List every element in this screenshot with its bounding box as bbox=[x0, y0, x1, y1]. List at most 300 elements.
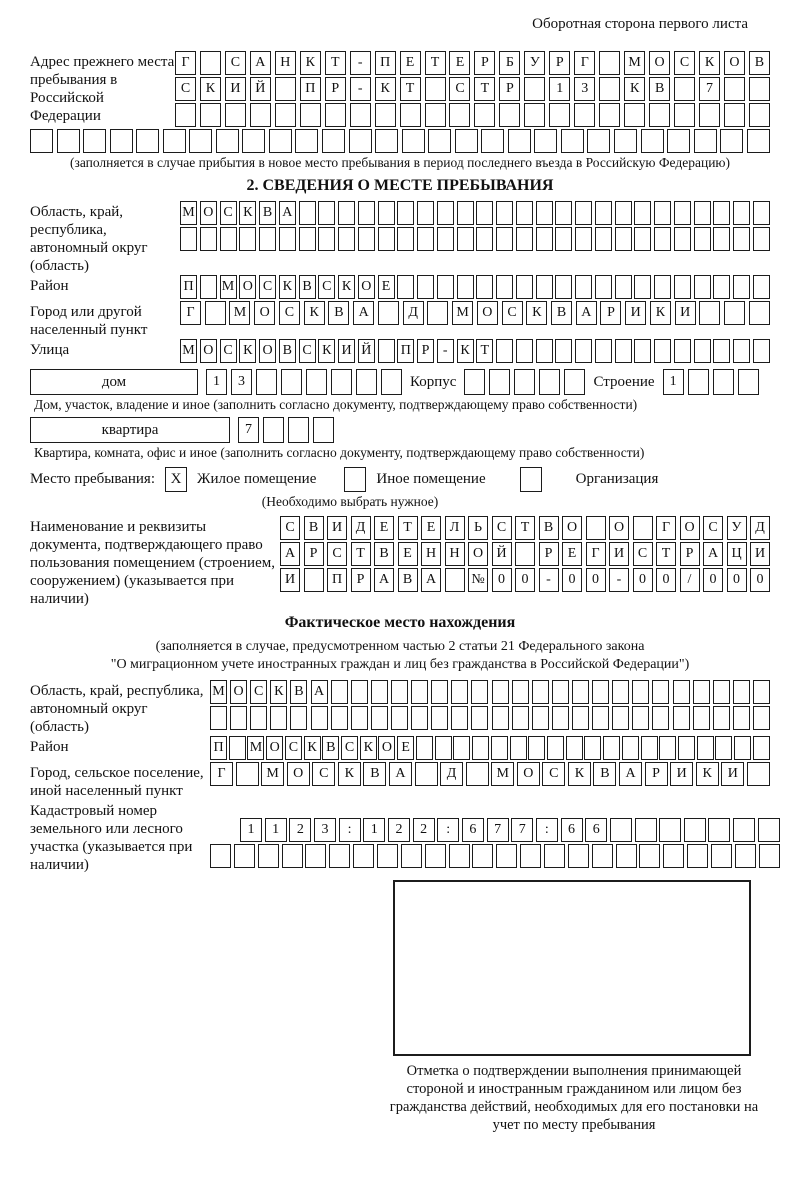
char-box: - bbox=[539, 568, 559, 592]
char-box: К bbox=[699, 51, 720, 75]
checkbox-organizatsiya bbox=[520, 467, 542, 492]
char-box bbox=[306, 369, 327, 395]
char-box: С bbox=[250, 680, 267, 704]
char-box bbox=[457, 275, 474, 299]
cadastral-row-1 bbox=[240, 818, 780, 842]
char-box: - bbox=[350, 77, 371, 101]
char-box: Т bbox=[351, 542, 371, 566]
char-box: 1 bbox=[363, 818, 385, 842]
char-box bbox=[747, 129, 770, 153]
char-box: А bbox=[576, 301, 597, 325]
char-box: 1 bbox=[549, 77, 570, 101]
char-box bbox=[449, 844, 470, 868]
char-box: В bbox=[322, 736, 339, 760]
char-box: С bbox=[703, 516, 723, 540]
char-box bbox=[305, 844, 326, 868]
char-box: Й bbox=[250, 77, 271, 101]
cadastral-field bbox=[30, 800, 770, 874]
char-box bbox=[610, 818, 632, 842]
house-caption: Дом, участок, владение и иное (заполнить согласно документу, подтверждающему право собственности) bbox=[34, 397, 638, 412]
char-box bbox=[496, 339, 513, 363]
actual-district-field bbox=[30, 736, 770, 762]
char-box bbox=[634, 201, 651, 225]
char-box bbox=[329, 844, 350, 868]
char-box: У bbox=[524, 51, 545, 75]
char-box bbox=[200, 51, 221, 75]
street-field bbox=[30, 339, 770, 365]
char-box bbox=[295, 129, 318, 153]
char-box: И bbox=[750, 542, 770, 566]
char-box bbox=[624, 103, 645, 127]
char-box: В bbox=[649, 77, 670, 101]
char-box: 6 bbox=[462, 818, 484, 842]
char-box bbox=[574, 103, 595, 127]
char-box bbox=[496, 227, 513, 251]
char-box: О bbox=[562, 516, 582, 540]
char-box: П bbox=[180, 275, 197, 299]
stroenie-label: Строение bbox=[593, 373, 655, 390]
char-box bbox=[724, 77, 745, 101]
char-box bbox=[236, 762, 259, 786]
char-box: 3 bbox=[574, 77, 595, 101]
char-box: Л bbox=[445, 516, 465, 540]
char-box: О bbox=[200, 339, 217, 363]
char-box bbox=[425, 77, 446, 101]
char-box bbox=[234, 844, 255, 868]
char-box: Р bbox=[645, 762, 668, 786]
char-box: : bbox=[339, 818, 361, 842]
char-box bbox=[753, 227, 770, 251]
char-box: 0 bbox=[515, 568, 535, 592]
house-row bbox=[30, 369, 770, 395]
char-box: Е bbox=[421, 516, 441, 540]
char-box bbox=[544, 844, 565, 868]
char-box: К bbox=[696, 762, 719, 786]
char-box bbox=[216, 129, 239, 153]
char-box bbox=[673, 680, 690, 704]
char-box bbox=[599, 77, 620, 101]
char-box bbox=[451, 706, 468, 730]
actual-region-row-2 bbox=[210, 706, 770, 730]
document-field bbox=[30, 516, 770, 608]
char-box bbox=[572, 706, 589, 730]
district-row bbox=[180, 275, 770, 299]
header-note: Оборотная сторона первого листа bbox=[532, 16, 748, 32]
char-box bbox=[401, 844, 422, 868]
char-box bbox=[528, 736, 545, 760]
char-box bbox=[331, 369, 352, 395]
char-box bbox=[425, 103, 446, 127]
document-label: Наименование и реквизиты документа, подтверждающего право пользования помещением (строением, сооружением) (указывается при наличии) bbox=[30, 519, 275, 607]
char-box bbox=[749, 77, 770, 101]
char-box bbox=[520, 844, 541, 868]
char-box bbox=[472, 736, 489, 760]
option-zhiloe-label: Жилое помещение bbox=[197, 471, 317, 487]
char-box bbox=[595, 201, 612, 225]
char-box bbox=[378, 339, 395, 363]
char-box: Р bbox=[304, 542, 324, 566]
char-box: Г bbox=[210, 762, 233, 786]
char-box bbox=[659, 736, 676, 760]
char-box: 7 bbox=[699, 77, 720, 101]
char-box bbox=[350, 103, 371, 127]
char-box bbox=[713, 227, 730, 251]
char-box bbox=[318, 201, 335, 225]
char-box: С bbox=[318, 275, 335, 299]
char-box bbox=[331, 680, 348, 704]
char-box: 3 bbox=[314, 818, 336, 842]
char-box bbox=[733, 818, 755, 842]
district-label: Район bbox=[30, 278, 69, 294]
char-box bbox=[687, 844, 708, 868]
char-box bbox=[635, 818, 657, 842]
char-box: А bbox=[353, 301, 374, 325]
char-box: Д bbox=[403, 301, 424, 325]
street-label: Улица bbox=[30, 342, 70, 358]
char-box bbox=[453, 736, 470, 760]
char-box: С bbox=[633, 542, 653, 566]
char-box bbox=[417, 201, 434, 225]
char-box bbox=[516, 227, 533, 251]
char-box bbox=[358, 227, 375, 251]
char-box bbox=[639, 844, 660, 868]
char-box bbox=[552, 680, 569, 704]
char-box: : bbox=[437, 818, 459, 842]
char-box bbox=[510, 736, 527, 760]
char-box bbox=[758, 818, 780, 842]
char-box bbox=[595, 339, 612, 363]
char-box: О bbox=[266, 736, 283, 760]
char-box: Е bbox=[398, 542, 418, 566]
char-box: А bbox=[250, 51, 271, 75]
char-box: Й bbox=[492, 542, 512, 566]
char-box bbox=[697, 736, 714, 760]
char-box: 1 bbox=[240, 818, 262, 842]
char-box bbox=[733, 706, 750, 730]
prev-address-caption: (заполняется в случае прибытия в новое место пребывания в период последнего въезда в Российскую Федерацию) bbox=[69, 155, 731, 170]
char-box: К bbox=[304, 301, 325, 325]
char-box bbox=[491, 736, 508, 760]
char-box: О bbox=[378, 736, 395, 760]
char-box: 2 bbox=[388, 818, 410, 842]
actual-region-row-1 bbox=[210, 680, 770, 704]
char-box bbox=[415, 762, 438, 786]
char-box: П bbox=[210, 736, 227, 760]
char-box bbox=[734, 736, 751, 760]
char-box bbox=[299, 227, 316, 251]
stroenie-cells bbox=[663, 369, 759, 395]
char-box: О bbox=[230, 680, 247, 704]
char-box bbox=[464, 369, 485, 395]
char-box bbox=[733, 339, 750, 363]
char-box bbox=[688, 369, 709, 395]
char-box bbox=[516, 275, 533, 299]
char-box bbox=[449, 103, 470, 127]
char-box bbox=[239, 227, 256, 251]
char-box bbox=[536, 227, 553, 251]
char-box bbox=[282, 844, 303, 868]
char-box: К bbox=[375, 77, 396, 101]
char-box: С bbox=[299, 339, 316, 363]
char-box bbox=[566, 736, 583, 760]
char-box bbox=[417, 275, 434, 299]
city-label: Город или другой населенный пункт bbox=[30, 304, 148, 338]
street-row bbox=[180, 339, 770, 363]
char-box: Е bbox=[562, 542, 582, 566]
char-box: М bbox=[229, 301, 250, 325]
char-box: Т bbox=[398, 516, 418, 540]
char-box bbox=[575, 275, 592, 299]
char-box: В bbox=[374, 542, 394, 566]
char-box: 7 bbox=[238, 417, 259, 443]
char-box bbox=[524, 77, 545, 101]
char-box bbox=[659, 818, 681, 842]
region-row-1 bbox=[180, 201, 770, 225]
char-box: С bbox=[341, 736, 358, 760]
char-box bbox=[759, 844, 780, 868]
char-box bbox=[492, 706, 509, 730]
char-box: К bbox=[304, 736, 321, 760]
apartment-type-box: квартира bbox=[30, 417, 230, 443]
char-box bbox=[397, 275, 414, 299]
char-box bbox=[584, 736, 601, 760]
char-box bbox=[290, 706, 307, 730]
char-box: Г bbox=[656, 516, 676, 540]
char-box: 0 bbox=[703, 568, 723, 592]
char-box: Н bbox=[421, 542, 441, 566]
char-box: Д bbox=[440, 762, 463, 786]
korpus-cells bbox=[464, 369, 585, 395]
char-box: А bbox=[311, 680, 328, 704]
char-box bbox=[694, 275, 711, 299]
char-box: М bbox=[452, 301, 473, 325]
char-box: М bbox=[180, 339, 197, 363]
char-box bbox=[416, 736, 433, 760]
char-box bbox=[270, 706, 287, 730]
char-box bbox=[476, 275, 493, 299]
char-box bbox=[733, 201, 750, 225]
char-box bbox=[417, 227, 434, 251]
char-box bbox=[391, 706, 408, 730]
char-box: С bbox=[279, 301, 300, 325]
city-row bbox=[180, 301, 770, 325]
char-box bbox=[331, 706, 348, 730]
cadastral-row-2 bbox=[210, 844, 780, 868]
char-box bbox=[136, 129, 159, 153]
char-box: К bbox=[624, 77, 645, 101]
region-row-2 bbox=[180, 227, 770, 251]
char-box: С bbox=[449, 77, 470, 101]
prev-address-field bbox=[30, 51, 770, 129]
char-box bbox=[397, 201, 414, 225]
char-box: И bbox=[675, 301, 696, 325]
char-box bbox=[536, 275, 553, 299]
actual-location-note-1: (заполняется в случае, предусмотренном частью 2 статьи 21 Федерального закона bbox=[155, 639, 645, 654]
char-box: П bbox=[375, 51, 396, 75]
char-box bbox=[694, 227, 711, 251]
char-box bbox=[641, 129, 664, 153]
char-box bbox=[189, 129, 212, 153]
char-box bbox=[210, 844, 231, 868]
char-box bbox=[338, 227, 355, 251]
char-box bbox=[516, 201, 533, 225]
char-box: М bbox=[220, 275, 237, 299]
char-box: С bbox=[220, 201, 237, 225]
actual-city-field bbox=[30, 762, 770, 800]
char-box: С bbox=[175, 77, 196, 101]
char-box bbox=[356, 369, 377, 395]
char-box bbox=[279, 227, 296, 251]
char-box bbox=[351, 680, 368, 704]
char-box bbox=[612, 706, 629, 730]
char-box: О bbox=[680, 516, 700, 540]
char-box bbox=[641, 736, 658, 760]
char-box bbox=[753, 339, 770, 363]
char-box bbox=[547, 736, 564, 760]
char-box: Т bbox=[400, 77, 421, 101]
char-box bbox=[304, 568, 324, 592]
document-row-1 bbox=[280, 516, 770, 540]
char-box bbox=[299, 201, 316, 225]
region-label: Область, край, республика, автономный округ (область) bbox=[30, 204, 148, 274]
char-box bbox=[713, 680, 730, 704]
char-box bbox=[512, 706, 529, 730]
char-box: М bbox=[210, 680, 227, 704]
char-box bbox=[720, 129, 743, 153]
char-box: К bbox=[279, 275, 296, 299]
char-box: Ц bbox=[727, 542, 747, 566]
char-box bbox=[481, 129, 504, 153]
char-box: О bbox=[254, 301, 275, 325]
char-box bbox=[654, 201, 671, 225]
char-box bbox=[652, 680, 669, 704]
region-field bbox=[30, 201, 770, 275]
char-box: С bbox=[220, 339, 237, 363]
char-box bbox=[615, 275, 632, 299]
char-box bbox=[83, 129, 106, 153]
char-box bbox=[667, 129, 690, 153]
char-box bbox=[400, 103, 421, 127]
char-box bbox=[674, 227, 691, 251]
section2-title: 2. СВЕДЕНИЯ О МЕСТЕ ПРЕБЫВАНИЯ bbox=[246, 177, 554, 194]
char-box: К bbox=[270, 680, 287, 704]
char-box: О bbox=[239, 275, 256, 299]
char-box bbox=[536, 339, 553, 363]
place-type-note: (Необходимо выбрать нужное) bbox=[261, 494, 439, 509]
char-box bbox=[747, 762, 770, 786]
char-box bbox=[325, 103, 346, 127]
char-box: Й bbox=[358, 339, 375, 363]
char-box bbox=[445, 568, 465, 592]
char-box bbox=[427, 301, 448, 325]
checkbox-zhiloe-pomeshchenie bbox=[165, 467, 187, 492]
char-box: А bbox=[619, 762, 642, 786]
char-box: Е bbox=[397, 736, 414, 760]
actual-location-title: Фактическое место нахождения bbox=[284, 614, 516, 631]
char-box bbox=[378, 301, 399, 325]
char-box bbox=[471, 680, 488, 704]
char-box: К bbox=[239, 339, 256, 363]
char-box: И bbox=[721, 762, 744, 786]
char-box bbox=[200, 103, 221, 127]
actual-district-row bbox=[210, 736, 770, 760]
house-number-cells bbox=[206, 369, 402, 395]
char-box: Р bbox=[417, 339, 434, 363]
char-box bbox=[674, 201, 691, 225]
char-box: И bbox=[338, 339, 355, 363]
char-box: Р bbox=[600, 301, 621, 325]
char-box bbox=[375, 103, 396, 127]
char-box: И bbox=[625, 301, 646, 325]
stamp-box bbox=[393, 880, 751, 1056]
char-box bbox=[713, 275, 730, 299]
char-box bbox=[163, 129, 186, 153]
char-box: Т bbox=[325, 51, 346, 75]
char-box bbox=[632, 706, 649, 730]
char-box: М bbox=[247, 736, 264, 760]
char-box bbox=[524, 103, 545, 127]
char-box: Т bbox=[474, 77, 495, 101]
char-box bbox=[694, 129, 717, 153]
char-box bbox=[210, 706, 227, 730]
char-box: К bbox=[239, 201, 256, 225]
char-box bbox=[476, 201, 493, 225]
char-box: - bbox=[609, 568, 629, 592]
char-box bbox=[749, 103, 770, 127]
char-box bbox=[492, 680, 509, 704]
document-row-3 bbox=[280, 568, 770, 592]
char-box bbox=[674, 339, 691, 363]
char-box: В bbox=[328, 301, 349, 325]
char-box: Ь bbox=[468, 516, 488, 540]
char-box bbox=[411, 680, 428, 704]
char-box bbox=[471, 706, 488, 730]
char-box bbox=[713, 201, 730, 225]
char-box bbox=[634, 227, 651, 251]
char-box bbox=[724, 103, 745, 127]
char-box bbox=[313, 417, 334, 443]
char-box bbox=[654, 275, 671, 299]
char-box bbox=[375, 129, 398, 153]
char-box bbox=[699, 301, 720, 325]
char-box bbox=[555, 275, 572, 299]
char-box bbox=[592, 844, 613, 868]
char-box bbox=[250, 103, 271, 127]
char-box: С bbox=[492, 516, 512, 540]
char-box: Е bbox=[378, 275, 395, 299]
char-box bbox=[603, 736, 620, 760]
char-box bbox=[633, 516, 653, 540]
char-box bbox=[713, 369, 734, 395]
char-box: С bbox=[674, 51, 695, 75]
prev-address-row-2 bbox=[175, 77, 770, 101]
char-box: В bbox=[551, 301, 572, 325]
char-box: С bbox=[312, 762, 335, 786]
char-box bbox=[258, 844, 279, 868]
char-box bbox=[474, 103, 495, 127]
char-box: К bbox=[650, 301, 671, 325]
char-box: Р bbox=[549, 51, 570, 75]
char-box: Г bbox=[175, 51, 196, 75]
char-box: К bbox=[338, 762, 361, 786]
char-box bbox=[708, 818, 730, 842]
char-box: Т bbox=[515, 516, 535, 540]
char-box bbox=[539, 369, 560, 395]
char-box bbox=[512, 680, 529, 704]
char-box bbox=[674, 103, 695, 127]
char-box: 1 bbox=[265, 818, 287, 842]
char-box bbox=[371, 680, 388, 704]
